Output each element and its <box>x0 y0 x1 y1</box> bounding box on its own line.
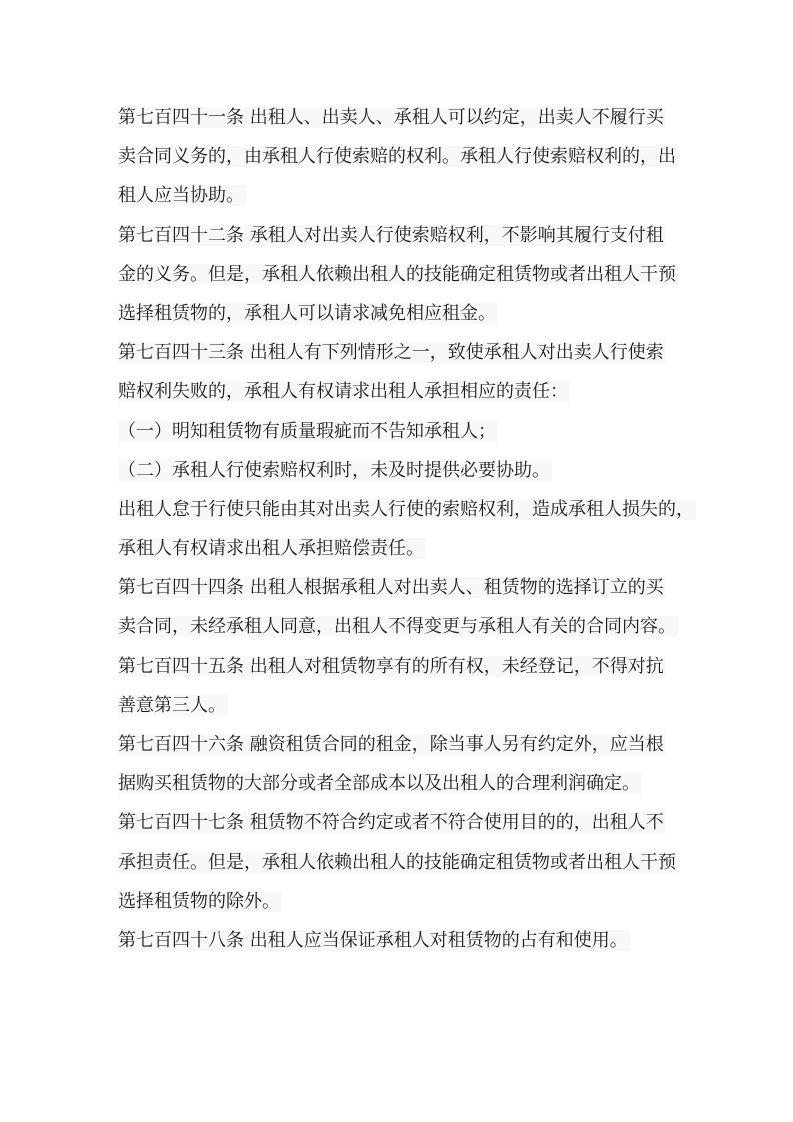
text-line: 第七百四十一条 出租人、出卖人、承租人可以约定，出卖人不履行买 <box>118 107 664 128</box>
text-line: 出租人怠于行使只能由其对出卖人行使的索赔权利，造成承租人损失的， <box>118 498 694 520</box>
text-line: （一）明知租赁物有质量瑕疵而不告知承租人； <box>118 420 496 442</box>
text-line: 承租人有权请求出租人承担赔偿责任。 <box>118 538 424 560</box>
text-line: 租人应当协助。 <box>118 185 244 207</box>
text-line: 第七百四十六条 融资租赁合同的租金，除当事人另有约定外，应当根 <box>118 734 664 755</box>
text-line: 据购买租赁物的大部分或者全部成本以及出租人的合理利润确定。 <box>118 773 640 795</box>
text-line: 卖合同，未经承租人同意，出租人不得变更与承租人有关的合同内容。 <box>118 616 676 638</box>
text-line: 第七百四十七条 租赁物不符合约定或者不符合使用目的的，出租人不 <box>118 812 664 834</box>
text-line: 第七百四十二条 承租人对出卖人行使索赔权利，不影响其履行支付租 <box>118 224 664 246</box>
text-line: 第七百四十八条 出租人应当保证承租人对租赁物的占有和使用。 <box>118 929 628 951</box>
text-line: 赔权利失败的，承租人有权请求出租人承担相应的责任： <box>118 381 568 403</box>
text-line: （二）承租人行使索赔权利时，未及时提供必要协助。 <box>118 459 550 481</box>
text-line: 卖合同义务的，由承租人行使索赔的权利。承租人行使索赔权利的，出 <box>118 146 676 168</box>
text-line: 金的义务。但是，承租人依赖出租人的技能确定租赁物或者出租人干预 <box>118 263 676 285</box>
text-line: 第七百四十四条 出租人根据承租人对出卖人、租赁物的选择订立的买 <box>118 577 664 599</box>
text-line: 第七百四十三条 出租人有下列情形之一，致使承租人对出卖人行使索 <box>118 342 664 364</box>
text-line: 第七百四十五条 出租人对租赁物享有的所有权，未经登记，不得对抗 <box>118 655 664 677</box>
text-line: 选择租赁物的除外。 <box>118 890 280 912</box>
document-body <box>118 102 693 964</box>
text-line: 善意第三人。 <box>118 694 226 716</box>
text-line: 选择租赁物的，承租人可以请求减免相应租金。 <box>118 302 496 324</box>
text-line: 承担责任。但是，承租人依赖出租人的技能确定租赁物或者出租人干预 <box>118 851 676 873</box>
